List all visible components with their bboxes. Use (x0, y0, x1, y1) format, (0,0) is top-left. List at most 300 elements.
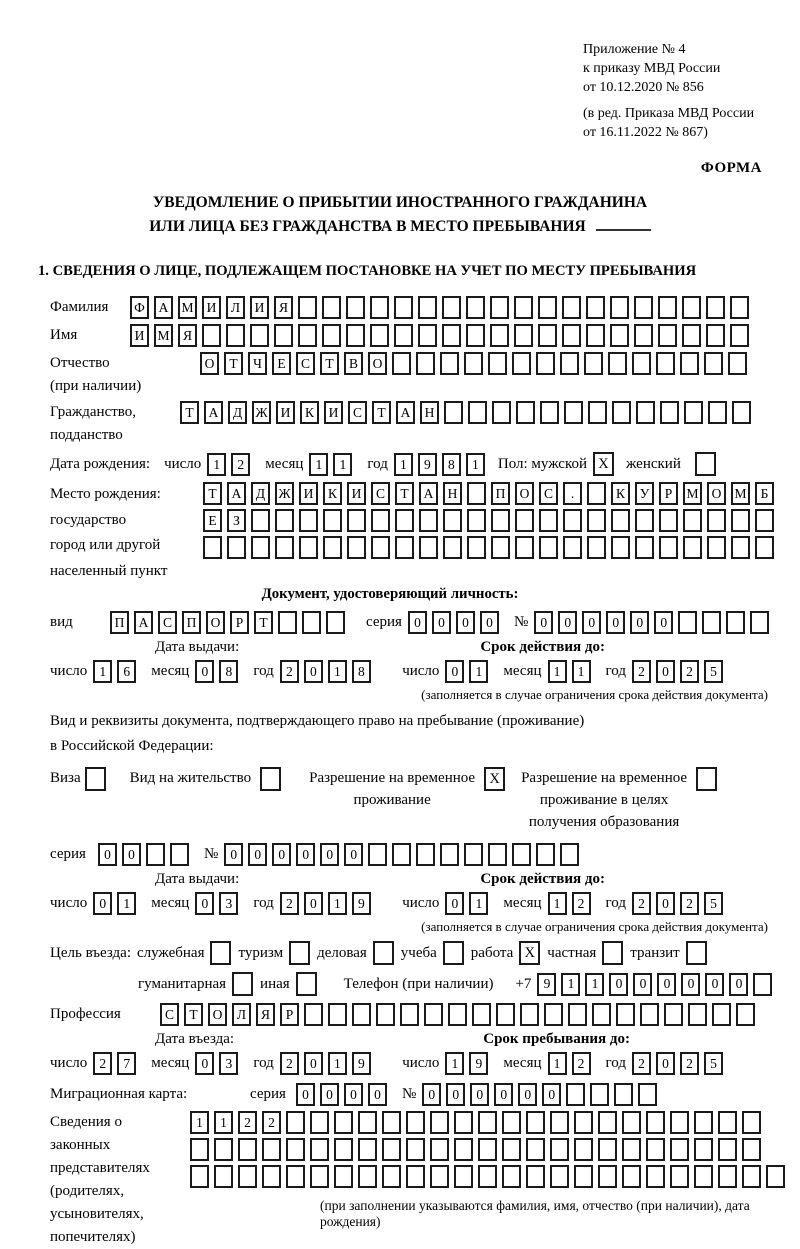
purpose-opt-label: иная (260, 975, 290, 992)
valid-month-cells (548, 660, 596, 683)
year-word: год (605, 895, 626, 911)
char-cell: И (299, 482, 318, 505)
char-cell: О (707, 482, 726, 505)
char-cell: К (323, 482, 342, 505)
year-word: год (605, 1055, 626, 1071)
char-cell (298, 324, 317, 347)
char-cell: . (563, 482, 582, 505)
char-cell (170, 843, 189, 866)
char-cell (574, 1165, 593, 1188)
issue-year-cells (280, 660, 376, 683)
char-cell: К (300, 401, 319, 424)
char-cell: 0 (344, 843, 363, 866)
char-cell (430, 1165, 449, 1188)
char-cell (730, 324, 749, 347)
char-cell: А (396, 401, 415, 424)
representatives-rows (190, 1111, 790, 1230)
char-cell (683, 536, 702, 559)
stay-year-cells (632, 1052, 728, 1075)
char-cell (658, 296, 677, 319)
char-cell: Т (224, 352, 243, 375)
char-cell (467, 482, 486, 505)
char-cell: 1 (328, 892, 347, 915)
char-cell: М (154, 324, 173, 347)
char-cell (440, 352, 459, 375)
char-cell: П (182, 611, 201, 634)
edu-residence-option (521, 767, 717, 833)
char-cell: М (731, 482, 750, 505)
char-cell (728, 352, 747, 375)
char-cell (766, 1165, 785, 1188)
char-cell (382, 1111, 401, 1134)
char-cell: 1 (469, 892, 488, 915)
char-cell: 2 (680, 1052, 699, 1075)
char-cell: Ч (248, 352, 267, 375)
char-cell (750, 611, 769, 634)
char-cell (443, 509, 462, 532)
char-cell (574, 1111, 593, 1134)
phone-cells (537, 973, 777, 996)
char-cell (614, 1083, 633, 1106)
char-cell (334, 1111, 353, 1134)
char-cell: 1 (466, 453, 485, 476)
char-cell: 0 (445, 892, 464, 915)
char-cell (732, 401, 751, 424)
char-cell (539, 536, 558, 559)
char-cell (656, 352, 675, 375)
char-cell (419, 509, 438, 532)
char-cell (394, 324, 413, 347)
char-cell: О (368, 352, 387, 375)
char-cell: 3 (219, 1052, 238, 1075)
char-cell (371, 509, 390, 532)
char-cell (550, 1111, 569, 1134)
char-cell (611, 536, 630, 559)
char-cell (448, 1003, 467, 1026)
purpose-opt-label: работа (470, 944, 514, 961)
temp-residence-option (309, 767, 505, 811)
char-cell (418, 296, 437, 319)
migration-card-label: Миграционная карта: (50, 1086, 188, 1102)
char-cell: 0 (558, 611, 577, 634)
char-cell: 6 (117, 660, 136, 683)
temp-residence-checkbox: X (484, 767, 505, 791)
char-cell: Ф (130, 296, 149, 319)
birth-date-row (50, 452, 790, 476)
char-cell (515, 536, 534, 559)
char-cell: 1 (469, 660, 488, 683)
char-cell (574, 1138, 593, 1161)
purpose-opt-label: учеба (400, 944, 437, 961)
char-cell (371, 536, 390, 559)
birth-place-row2 (203, 509, 779, 532)
year-word: год (367, 455, 388, 472)
char-cell: Л (226, 296, 245, 319)
char-cell (347, 536, 366, 559)
char-cell (334, 1138, 353, 1161)
res-issue-day-cells (93, 892, 141, 915)
char-cell: 2 (632, 1052, 651, 1075)
char-cell (587, 509, 606, 532)
day-word: число (164, 455, 202, 472)
residence-doc-dates (50, 892, 790, 915)
char-cell (512, 843, 531, 866)
char-cell (274, 324, 293, 347)
char-cell (488, 843, 507, 866)
entry-purpose-row2 (50, 972, 790, 996)
char-cell (512, 352, 531, 375)
migration-series-cells (296, 1083, 392, 1106)
char-cell (622, 1165, 641, 1188)
char-cell (560, 352, 579, 375)
char-cell (712, 1003, 731, 1026)
doc-kind-cells (110, 611, 350, 634)
char-cell: 1 (333, 453, 352, 476)
char-cell (467, 536, 486, 559)
issue-date-label: Дата выдачи: (155, 871, 240, 887)
char-cell (646, 1138, 665, 1161)
char-cell: С (158, 611, 177, 634)
char-cell: 9 (537, 973, 556, 996)
char-cell (347, 509, 366, 532)
profession-cells (160, 1003, 760, 1026)
char-cell (635, 536, 654, 559)
res-issue-month-cells (195, 892, 243, 915)
char-cell: 2 (572, 1052, 591, 1075)
series-word: серия (50, 846, 86, 862)
char-cell: С (160, 1003, 179, 1026)
char-cell (742, 1165, 761, 1188)
char-cell (326, 611, 345, 634)
visa-label: Виза (50, 770, 81, 786)
char-cell (584, 352, 603, 375)
char-cell: М (178, 296, 197, 319)
section1-heading: 1. СВЕДЕНИЯ О ЛИЦЕ, ПОДЛЕЖАЩЕМ ПОСТАНОВКЕ НА УЧЕТ ПО МЕСТУ ПРЕБЫВАНИЯ (38, 263, 697, 279)
edu-residence-checkbox (696, 767, 717, 791)
char-cell: 1 (207, 453, 226, 476)
char-cell: 0 (606, 611, 625, 634)
char-cell (755, 509, 774, 532)
birth-year-cells (394, 453, 490, 476)
birth-place-rows (203, 482, 779, 563)
char-cell (682, 296, 701, 319)
month-word: месяц (503, 663, 542, 679)
char-cell: 0 (344, 1083, 363, 1106)
day-word: число (402, 1055, 440, 1071)
char-cell: 0 (272, 843, 291, 866)
entry-date-label: Дата въезда: (155, 1031, 235, 1047)
char-cell (646, 1165, 665, 1188)
entry-year-cells (280, 1052, 376, 1075)
char-cell (588, 401, 607, 424)
char-cell (443, 536, 462, 559)
char-cell: 0 (542, 1083, 561, 1106)
char-cell: Д (228, 401, 247, 424)
char-cell (638, 1083, 657, 1106)
char-cell (755, 536, 774, 559)
month-word: месяц (151, 663, 190, 679)
char-cell: 0 (681, 973, 700, 996)
char-cell: Т (184, 1003, 203, 1026)
char-cell (563, 536, 582, 559)
char-cell (488, 352, 507, 375)
purpose-opt-label: служебная (136, 944, 205, 961)
entry-month-cells (195, 1052, 243, 1075)
char-cell (502, 1165, 521, 1188)
profession-row (50, 1003, 790, 1026)
char-cell (416, 352, 435, 375)
char-cell (299, 509, 318, 532)
char-cell: 0 (456, 611, 475, 634)
char-cell (310, 1138, 329, 1161)
char-cell (250, 324, 269, 347)
char-cell: 2 (231, 453, 250, 476)
representatives-labels: Сведения о законных представителях (родителях, усыновителях, попечителях) (50, 1114, 150, 1245)
char-cell (251, 536, 270, 559)
char-cell (190, 1138, 209, 1161)
char-cell: 0 (296, 1083, 315, 1106)
char-cell: И (347, 482, 366, 505)
char-cell (586, 324, 605, 347)
char-cell: 0 (470, 1083, 489, 1106)
char-cell (707, 509, 726, 532)
patronymic-cells (200, 352, 752, 375)
purpose-label: Цель въезда: (50, 944, 131, 961)
char-cell (640, 1003, 659, 1026)
residence-doc-options (50, 767, 790, 833)
char-cell: 1 (328, 1052, 347, 1075)
purpose-opt-label: туризм (238, 944, 284, 961)
char-cell: А (204, 401, 223, 424)
char-cell (490, 324, 509, 347)
char-cell (562, 324, 581, 347)
citizenship-cells (180, 401, 756, 424)
char-cell: 5 (704, 892, 723, 915)
char-cell: 0 (480, 611, 499, 634)
char-cell (568, 1003, 587, 1026)
char-cell (278, 611, 297, 634)
residence-permit-checkbox (260, 767, 281, 791)
issue-date-label: Дата выдачи: (155, 639, 240, 655)
char-cell: П (110, 611, 129, 634)
char-cell (635, 509, 654, 532)
char-cell (610, 324, 629, 347)
char-cell (406, 1111, 425, 1134)
char-cell (442, 324, 461, 347)
char-cell (392, 843, 411, 866)
char-cell: И (276, 401, 295, 424)
char-cell (440, 843, 459, 866)
limit-note: (заполняется в случае ограничения срока действия документа) (421, 919, 768, 934)
valid-until-label: Срок действия до: (480, 639, 605, 655)
char-cell: П (491, 482, 510, 505)
char-cell (539, 509, 558, 532)
char-cell: И (130, 324, 149, 347)
char-cell: 1 (445, 1052, 464, 1075)
sex-male-checkbox: X (593, 452, 614, 476)
char-cell (358, 1165, 377, 1188)
char-cell (742, 1111, 761, 1134)
char-cell: 0 (446, 1083, 465, 1106)
citizenship-label: Гражданство, подданство (50, 404, 137, 443)
char-cell (704, 352, 723, 375)
doc-kind-label: вид (50, 614, 73, 630)
visa-checkbox (85, 767, 106, 791)
char-cell: Н (420, 401, 439, 424)
char-cell: Н (443, 482, 462, 505)
char-cell: 0 (582, 611, 601, 634)
char-cell: 1 (561, 973, 580, 996)
purpose-opt-label: деловая (317, 944, 367, 961)
char-cell (478, 1165, 497, 1188)
char-cell (616, 1003, 635, 1026)
char-cell (334, 1165, 353, 1188)
char-cell: 0 (729, 973, 748, 996)
char-cell (262, 1165, 281, 1188)
char-cell: Ж (275, 482, 294, 505)
char-cell: Р (659, 482, 678, 505)
char-cell (419, 536, 438, 559)
char-cell: С (348, 401, 367, 424)
char-cell (536, 843, 555, 866)
char-cell: А (227, 482, 246, 505)
firstname-label: Имя (50, 327, 78, 343)
char-cell: О (200, 352, 219, 375)
char-cell: Я (274, 296, 293, 319)
firstname-cells (130, 324, 754, 347)
identity-doc-row (50, 611, 790, 634)
char-cell (430, 1138, 449, 1161)
sex-male-label: Пол: мужской (497, 455, 588, 472)
sex-female-checkbox (695, 452, 716, 476)
patronymic-label: Отчество (при наличии) (50, 355, 142, 394)
char-cell: С (539, 482, 558, 505)
char-cell (731, 509, 750, 532)
month-word: месяц (151, 895, 190, 911)
char-cell: 9 (352, 1052, 371, 1075)
firstname-row (50, 324, 790, 347)
birth-place-row1 (203, 482, 779, 505)
char-cell (726, 611, 745, 634)
appendix-line: от 10.12.2020 № 856 (583, 80, 704, 95)
residence-doc-intro: Вид и реквизиты документа, подтверждающего право на пребывание (проживание) в Российской Федерации: (50, 713, 585, 754)
form-title-line2: ИЛИ ЛИЦА БЕЗ ГРАЖДАНСТВА В МЕСТО ПРЕБЫВАНИЯ (50, 215, 750, 239)
char-cell: 0 (518, 1083, 537, 1106)
char-cell (478, 1138, 497, 1161)
char-cell (694, 1138, 713, 1161)
char-cell (526, 1165, 545, 1188)
purpose-study-checkbox (443, 941, 464, 965)
purpose-private-checkbox (602, 941, 623, 965)
migration-number-cells (422, 1083, 662, 1106)
char-cell (478, 1111, 497, 1134)
char-cell: 0 (422, 1083, 441, 1106)
char-cell: 1 (328, 660, 347, 683)
issue-day-cells (93, 660, 141, 683)
char-cell (550, 1138, 569, 1161)
citizenship-row (50, 401, 790, 447)
char-cell: Я (178, 324, 197, 347)
migration-card-row (50, 1083, 790, 1106)
char-cell: 5 (704, 660, 723, 683)
char-cell: И (250, 296, 269, 319)
char-cell (694, 1111, 713, 1134)
char-cell (286, 1165, 305, 1188)
char-cell: Б (755, 482, 774, 505)
res-valid-month-cells (548, 892, 596, 915)
visa-option (50, 767, 106, 791)
char-cell (322, 296, 341, 319)
char-cell (516, 401, 535, 424)
char-cell (454, 1111, 473, 1134)
char-cell (514, 296, 533, 319)
char-cell: 9 (469, 1052, 488, 1075)
char-cell: 0 (656, 892, 675, 915)
profession-label: Профессия (50, 1006, 121, 1022)
char-cell (587, 482, 606, 505)
char-cell (538, 296, 557, 319)
char-cell: 1 (117, 892, 136, 915)
doc-number-cells (534, 611, 774, 634)
char-cell (382, 1138, 401, 1161)
day-word: число (402, 895, 440, 911)
entry-day-cells (93, 1052, 141, 1075)
char-cell: А (419, 482, 438, 505)
char-cell (536, 352, 555, 375)
char-cell (684, 401, 703, 424)
char-cell: А (154, 296, 173, 319)
char-cell (406, 1138, 425, 1161)
char-cell: 0 (657, 973, 676, 996)
char-cell (346, 296, 365, 319)
char-cell: 8 (219, 660, 238, 683)
residence-permit-option (130, 767, 281, 791)
char-cell: 1 (585, 973, 604, 996)
char-cell (310, 1165, 329, 1188)
res-valid-day-cells (445, 892, 493, 915)
char-cell (707, 536, 726, 559)
day-word: число (50, 663, 88, 679)
char-cell: 0 (224, 843, 243, 866)
char-cell (587, 536, 606, 559)
char-cell: 0 (98, 843, 117, 866)
char-cell (418, 324, 437, 347)
char-cell (382, 1165, 401, 1188)
char-cell (323, 536, 342, 559)
char-cell: 1 (572, 660, 591, 683)
char-cell: 0 (609, 973, 628, 996)
doc-series-cells (408, 611, 504, 634)
residence-permit-label: Вид на жительство (129, 770, 252, 786)
char-cell: 0 (432, 611, 451, 634)
char-cell: 2 (572, 892, 591, 915)
char-cell (562, 296, 581, 319)
char-cell: 1 (548, 660, 567, 683)
char-cell (299, 536, 318, 559)
edition-line: (в ред. Приказа МВД России (583, 106, 755, 121)
title-underline (596, 229, 651, 231)
char-cell (664, 1003, 683, 1026)
char-cell (424, 1003, 443, 1026)
purpose-transit-checkbox (686, 941, 707, 965)
char-cell (491, 536, 510, 559)
char-cell: Р (280, 1003, 299, 1026)
form-title-line1: УВЕДОМЛЕНИЕ О ПРИБЫТИИ ИНОСТРАННОГО ГРАЖДАНИНА (152, 194, 648, 211)
issue-month-cells (195, 660, 243, 683)
char-cell: 5 (704, 1052, 723, 1075)
birth-day-cells (207, 453, 255, 476)
series-word: серия (366, 614, 402, 630)
